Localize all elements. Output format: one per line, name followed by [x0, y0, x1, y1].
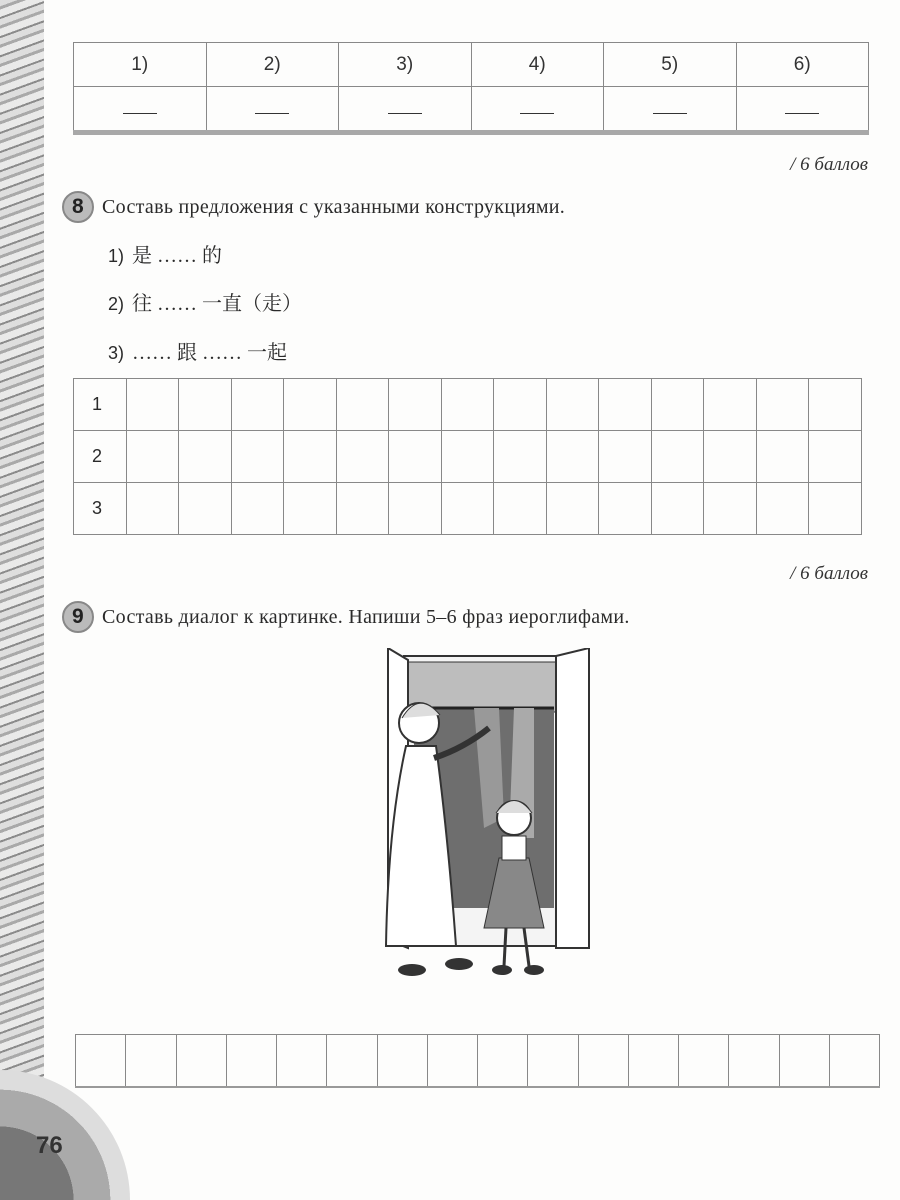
- grid-cell[interactable]: [809, 431, 862, 483]
- answer-cell[interactable]: [206, 87, 339, 133]
- grid-cell[interactable]: [179, 431, 232, 483]
- grid-cell[interactable]: [126, 483, 179, 535]
- grid-cell[interactable]: [226, 1035, 276, 1087]
- grid-row-label: 1: [74, 379, 127, 431]
- grid-cell[interactable]: [427, 1035, 477, 1087]
- grid-cell[interactable]: [651, 431, 704, 483]
- answer-header: 6): [736, 43, 869, 87]
- grid-cell[interactable]: [176, 1035, 226, 1087]
- grid-cell[interactable]: [179, 483, 232, 535]
- grid-cell[interactable]: [704, 431, 757, 483]
- answer-cell[interactable]: [74, 87, 207, 133]
- writing-grid: [73, 378, 862, 535]
- page-number: 76: [36, 1132, 63, 1159]
- grid-cell[interactable]: [389, 379, 442, 431]
- grid-cell[interactable]: [704, 483, 757, 535]
- grid-cell[interactable]: [578, 1035, 628, 1087]
- construction-item: 1) 是 …… 的: [108, 245, 223, 267]
- wardrobe-illustration: [384, 648, 594, 988]
- grid-cell[interactable]: [528, 1035, 578, 1087]
- grid-cell[interactable]: [546, 379, 599, 431]
- answer-header: 4): [471, 43, 604, 87]
- grid-cell[interactable]: [126, 379, 179, 431]
- grid-cell[interactable]: [756, 431, 809, 483]
- decorative-border: [0, 0, 44, 1200]
- answer-cell[interactable]: [339, 87, 472, 133]
- grid-cell[interactable]: [389, 483, 442, 535]
- grid-cell[interactable]: [327, 1035, 377, 1087]
- task-number-badge: 9: [62, 601, 94, 633]
- grid-row: [74, 483, 862, 535]
- grid-cell[interactable]: [599, 379, 652, 431]
- grid-cell[interactable]: [284, 431, 337, 483]
- task-8-heading: [62, 191, 862, 223]
- grid-cell[interactable]: [756, 483, 809, 535]
- task-number-badge: 8: [62, 191, 94, 223]
- answer-header: 5): [604, 43, 737, 87]
- answer-cell[interactable]: [736, 87, 869, 133]
- grid-cell[interactable]: [546, 483, 599, 535]
- grid-cell[interactable]: [779, 1035, 829, 1087]
- task-instruction: Составь предложения с указанными конструкциями.: [102, 195, 566, 218]
- construction-item: 2) 往 …… 一直（走）: [108, 293, 303, 315]
- grid-cell[interactable]: [599, 483, 652, 535]
- grid-cell[interactable]: [599, 431, 652, 483]
- answer-header: 1): [74, 43, 207, 87]
- grid-cell[interactable]: [829, 1035, 879, 1087]
- grid-cell[interactable]: [336, 379, 389, 431]
- task-instruction: Составь диалог к картинке. Напиши 5–6 фраз иероглифами.: [102, 605, 630, 628]
- writing-row: [75, 1034, 880, 1088]
- grid-row-label: 3: [74, 483, 127, 535]
- grid-cell[interactable]: [478, 1035, 528, 1087]
- grid-cell[interactable]: [809, 483, 862, 535]
- grid-cell[interactable]: [389, 431, 442, 483]
- answer-cell[interactable]: [604, 87, 737, 133]
- grid-cell[interactable]: [494, 483, 547, 535]
- grid-cell[interactable]: [494, 431, 547, 483]
- grid-cell[interactable]: [651, 379, 704, 431]
- grid-cell[interactable]: [377, 1035, 427, 1087]
- grid-cell[interactable]: [441, 379, 494, 431]
- grid-row: [74, 379, 862, 431]
- grid-cell[interactable]: [76, 1035, 126, 1087]
- grid-cell[interactable]: [441, 483, 494, 535]
- grid-cell[interactable]: [231, 379, 284, 431]
- grid-cell[interactable]: [231, 483, 284, 535]
- score-label: / 6 баллов: [790, 154, 868, 175]
- grid-cell[interactable]: [179, 379, 232, 431]
- grid-cell[interactable]: [494, 379, 547, 431]
- grid-cell[interactable]: [651, 483, 704, 535]
- grid-row: [76, 1035, 880, 1087]
- grid-cell[interactable]: [284, 379, 337, 431]
- grid-cell[interactable]: [809, 379, 862, 431]
- answer-header: 2): [206, 43, 339, 87]
- grid-cell[interactable]: [336, 431, 389, 483]
- grid-cell[interactable]: [336, 483, 389, 535]
- answer-header: 3): [339, 43, 472, 87]
- grid-cell[interactable]: [126, 1035, 176, 1087]
- grid-cell[interactable]: [277, 1035, 327, 1087]
- decorative-corner: [0, 1070, 130, 1200]
- grid-cell[interactable]: [231, 431, 284, 483]
- grid-cell[interactable]: [126, 431, 179, 483]
- grid-cell[interactable]: [704, 379, 757, 431]
- task-9-heading: [62, 601, 862, 633]
- grid-cell[interactable]: [756, 379, 809, 431]
- answer-table: [73, 42, 869, 135]
- grid-cell[interactable]: [441, 431, 494, 483]
- construction-item: 3) …… 跟 …… 一起: [108, 342, 288, 364]
- grid-row-label: 2: [74, 431, 127, 483]
- grid-cell[interactable]: [546, 431, 599, 483]
- grid-cell[interactable]: [729, 1035, 779, 1087]
- grid-row: [74, 431, 862, 483]
- score-label: / 6 баллов: [790, 563, 868, 584]
- grid-cell[interactable]: [284, 483, 337, 535]
- grid-cell[interactable]: [679, 1035, 729, 1087]
- grid-cell[interactable]: [628, 1035, 678, 1087]
- answer-cell[interactable]: [471, 87, 604, 133]
